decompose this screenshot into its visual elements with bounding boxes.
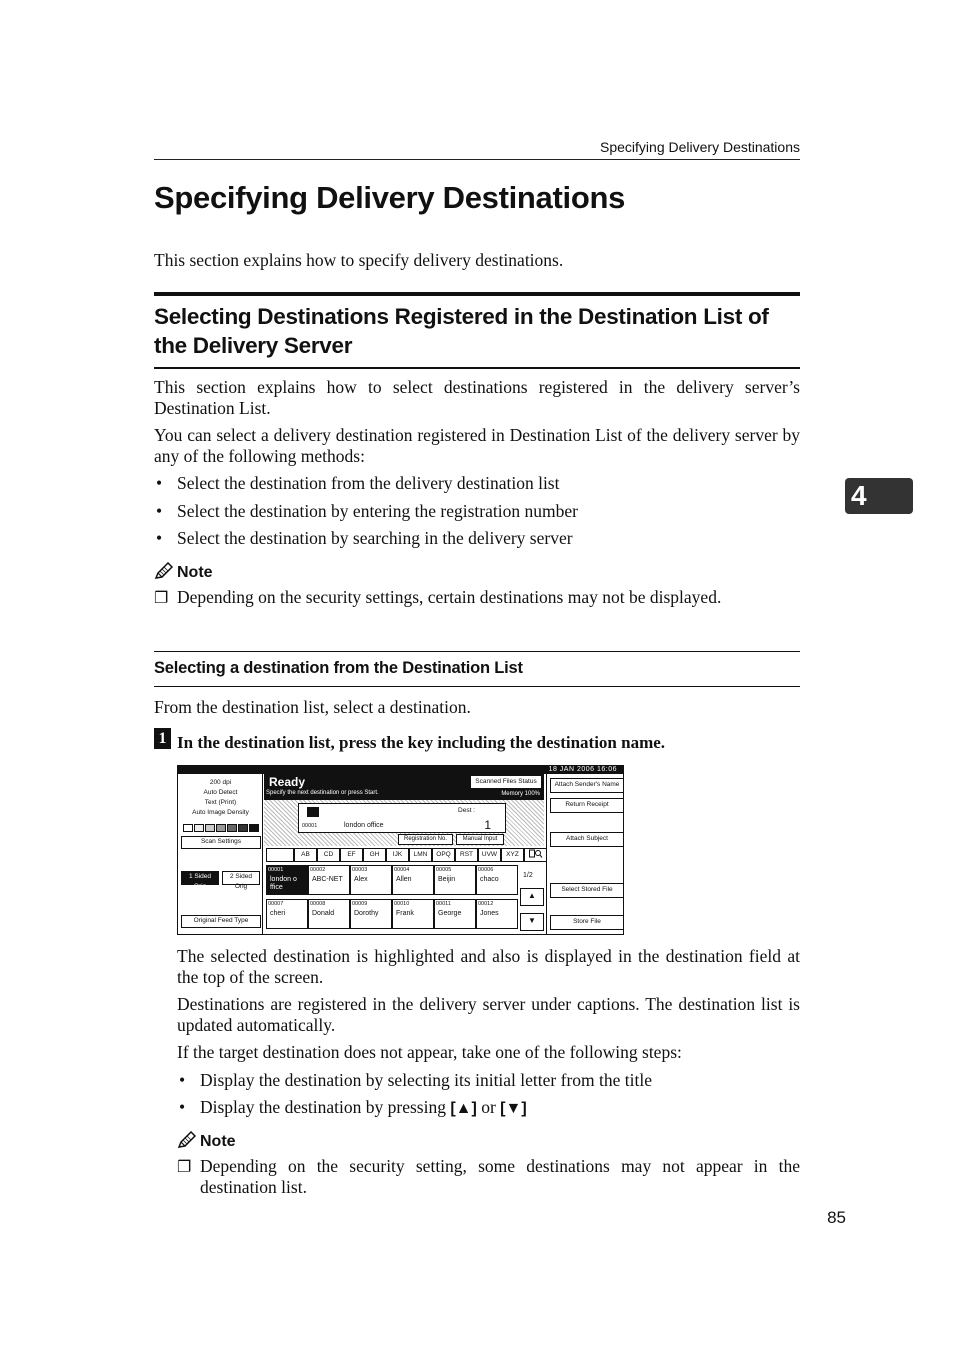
destination-code: 00005: [436, 867, 452, 873]
destination-list: [266, 865, 516, 933]
checkbox-icon: ❐: [177, 1159, 192, 1176]
page-title: Specifying Delivery Destinations: [154, 180, 626, 215]
intro-text: This section explains how to specify delivery destinations.: [154, 250, 564, 270]
return-receipt-button[interactable]: Return Receipt: [550, 798, 624, 813]
list-item: Select the destination by entering the registration number: [177, 501, 578, 521]
after-para-1: The selected destination is highlighted and also is displayed in the destination field at the top of the screen.: [177, 946, 800, 987]
after-para-2: Destinations are registered in the delivery server under captions. The destination list is updated automatically.: [177, 994, 800, 1035]
list-item: [200, 1097, 527, 1118]
destination-name: Allen: [396, 876, 412, 883]
destination-code: 00008: [310, 901, 326, 907]
type-label: Text (Print): [204, 799, 237, 806]
destination-code: 00011: [436, 901, 451, 907]
two-sided-button[interactable]: 2 Sided Orig: [222, 871, 260, 885]
bullet-dot: •: [179, 1070, 186, 1090]
screen-date: 18 JAN 2006 16:06: [178, 766, 623, 774]
destination-key[interactable]: [350, 899, 392, 929]
pencil-icon: [177, 1131, 197, 1149]
down-key: [▼]: [500, 1100, 527, 1117]
destination-name: Beijin: [438, 876, 456, 883]
destination-key[interactable]: [392, 899, 434, 929]
tab-gh[interactable]: GH: [363, 848, 386, 862]
scan-settings-button[interactable]: Scan Settings: [181, 836, 261, 849]
detect-label: Auto Detect: [203, 789, 238, 796]
destination-code: 00004: [394, 867, 410, 873]
list-item: Display the destination by selecting its initial letter from the title: [200, 1070, 652, 1090]
tab-opq[interactable]: OPQ: [432, 848, 455, 862]
destination-name: George: [438, 910, 462, 917]
destination-code: 00003: [352, 867, 368, 873]
scanner-screen: [177, 765, 624, 935]
note-text: Depending on the security setting, some destinations may not appear in the destination list.: [200, 1156, 800, 1197]
screen-left-panel: [178, 774, 263, 934]
dest-code: 00001: [302, 823, 318, 829]
tab-ijk[interactable]: IJK: [386, 848, 409, 862]
select-stored-file-button[interactable]: Select Stored File: [550, 883, 624, 898]
step-number: 1: [154, 728, 171, 749]
density-scale[interactable]: [183, 824, 259, 832]
destination-code: 00009: [352, 901, 368, 907]
chapter-tab: 4: [845, 478, 913, 514]
screen-right-panel: [546, 774, 623, 934]
page-number: 85: [827, 1208, 846, 1227]
memory-label: Memory 100%: [501, 791, 540, 797]
dest-count: 1: [484, 818, 491, 832]
attach-subject-button[interactable]: Attach Subject: [550, 832, 624, 847]
list-item: Select the destination from the delivery destination list: [177, 473, 560, 493]
checkbox-icon: ❐: [154, 590, 169, 607]
registration-no-button[interactable]: Registration No.: [398, 834, 453, 845]
ready-label: Ready: [269, 775, 306, 789]
search-icon: [529, 849, 543, 858]
destination-code: 00006: [478, 867, 494, 873]
subsection-rule-top: [154, 651, 800, 652]
destination-name: cheri: [270, 910, 286, 917]
page-indicator: 1/2: [523, 872, 533, 879]
tab-lmn[interactable]: LMN: [409, 848, 432, 862]
bullet-dot: •: [156, 473, 163, 493]
destination-key[interactable]: [308, 899, 350, 929]
destination-name: Jones: [480, 910, 499, 917]
instruction-text: Specify the next destination or press Start.: [266, 790, 379, 796]
step-text: In the destination list, press the key including the destination name.: [177, 733, 666, 752]
destination-name: Alex: [354, 876, 368, 883]
destination-name: Donald: [312, 910, 335, 917]
destination-key[interactable]: [476, 899, 518, 929]
scroll-down-button[interactable]: ▼: [520, 913, 544, 931]
section-para-2: You can select a delivery destination registered in Destination List of the delivery server by any of the following methods:: [154, 425, 800, 466]
destination-code: 00007: [268, 901, 284, 907]
tab-ab[interactable]: AB: [294, 848, 317, 862]
list-item-text: Display the destination by pressing: [200, 1097, 446, 1117]
or-text: or: [476, 1097, 501, 1117]
tab-rst[interactable]: RST: [455, 848, 478, 862]
up-key: [▲]: [450, 1100, 477, 1117]
destination-code: 00002: [310, 867, 326, 873]
destination-icon: [307, 807, 319, 817]
store-file-button[interactable]: Store File: [550, 915, 624, 930]
dest-name: london office: [344, 822, 384, 829]
manual-input-button[interactable]: Manual Input: [456, 834, 504, 845]
destination-name: chaco: [480, 876, 499, 883]
pencil-icon: [154, 562, 174, 580]
destination-key[interactable]: [476, 865, 518, 895]
one-sided-button[interactable]: 1 Sided Orig: [181, 871, 219, 885]
destination-field: [298, 803, 506, 833]
destination-key[interactable]: [266, 899, 308, 929]
destination-code: 00010: [394, 901, 410, 907]
attach-senders-name-button[interactable]: Attach Sender's Name: [550, 778, 624, 793]
search-button[interactable]: [524, 848, 547, 862]
after-para-3: If the target destination does not appear, take one of the following steps:: [177, 1042, 682, 1062]
density-label: Auto Image Density: [192, 809, 249, 816]
resolution-label: 200 dpi: [209, 779, 232, 786]
running-header: Specifying Delivery Destinations: [600, 139, 800, 155]
note-title: Note: [177, 564, 213, 581]
destination-key[interactable]: [266, 865, 308, 895]
tab-cd[interactable]: CD: [317, 848, 340, 862]
scroll-up-button[interactable]: ▲: [520, 888, 544, 906]
destination-name: Dorothy: [354, 910, 379, 917]
subsection-rule-bottom: [154, 686, 800, 687]
subsection-intro: From the destination list, select a destination.: [154, 697, 471, 717]
section-heading: Selecting Destinations Registered in the Destination List of the Delivery Server: [154, 304, 769, 358]
destination-code: 00001: [268, 867, 284, 873]
destination-key[interactable]: [350, 865, 392, 895]
bullet-dot: •: [156, 501, 163, 521]
note-text: Depending on the security settings, certain destinations may not be displayed.: [177, 587, 722, 607]
section-rule-bottom: [154, 367, 800, 369]
list-item: Select the destination by searching in the delivery server: [177, 528, 573, 548]
destination-key[interactable]: [392, 865, 434, 895]
destination-name: london o ffice: [270, 876, 297, 891]
tab-xyz[interactable]: XYZ: [501, 848, 524, 862]
bullet-dot: •: [156, 528, 163, 548]
destination-name: ABC-NET: [312, 876, 343, 883]
section-rule-top: [154, 292, 800, 296]
bullet-dot: •: [179, 1097, 186, 1117]
original-feed-button[interactable]: Original Feed Type: [181, 915, 261, 928]
dest-label: Dest :: [458, 807, 475, 814]
destination-key[interactable]: [308, 865, 350, 895]
scanned-files-status-button[interactable]: Scanned Files Status: [471, 776, 541, 788]
subsection-heading: Selecting a destination from the Destination List: [154, 659, 523, 677]
header-rule: [154, 159, 800, 160]
tab-uvw[interactable]: UVW: [478, 848, 501, 862]
destination-code: 00012: [478, 901, 494, 907]
destination-key[interactable]: [434, 899, 476, 929]
tab-ef[interactable]: EF: [340, 848, 363, 862]
title-tabs: [264, 848, 546, 863]
section-para-1: This section explains how to select destinations registered in the delivery server’s Destination List.: [154, 377, 800, 418]
destination-name: Frank: [396, 910, 414, 917]
note-title: Note: [200, 1133, 236, 1150]
tab-freq[interactable]: Freq.: [266, 848, 294, 862]
destination-key[interactable]: [434, 865, 476, 895]
